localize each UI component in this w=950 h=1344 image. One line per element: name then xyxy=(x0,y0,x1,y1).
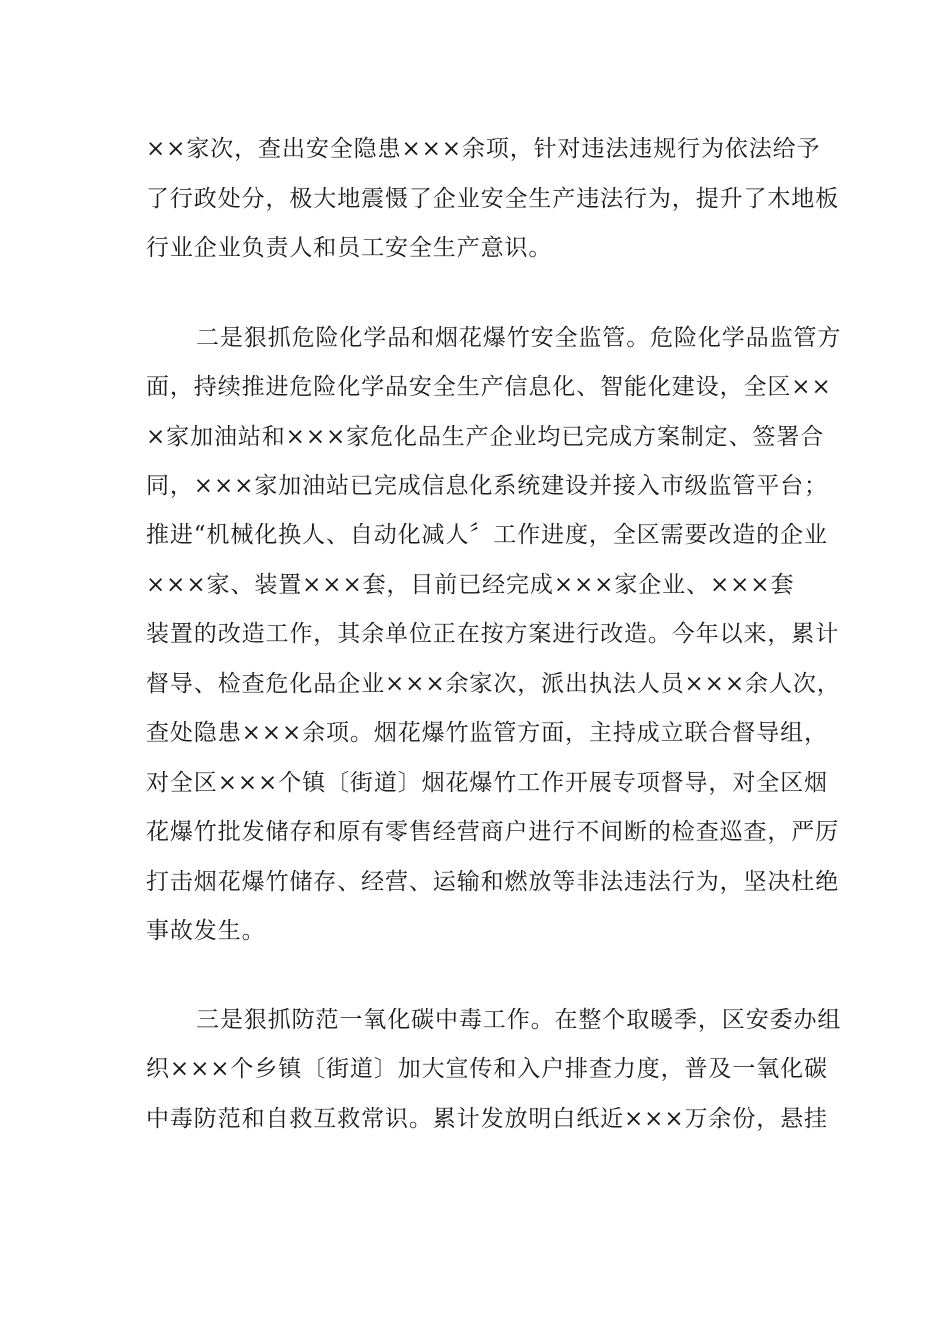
paragraph-2-line-1: 二是狠抓危险化学品和烟花爆竹安全监管。危险化学品监管方 xyxy=(196,325,842,351)
paragraph-3-line-3: 中毒防范和自救互救常识。累计发放明白纸近×××万余份，悬挂 xyxy=(146,1106,828,1132)
paragraph-1-line-1: ××家次，查出安全隐患×××余项，针对违法违规行为依法给予 xyxy=(146,136,821,162)
paragraph-3-line-2: 织×××个乡镇〔街道〕加大宣传和入户排查力度，普及一氧化碳 xyxy=(146,1056,828,1082)
paragraph-2-line-7: 装置的改造工作，其余单位正在按方案进行改造。今年以来，累计 xyxy=(146,621,840,647)
paragraph-3-line-1: 三是狠抓防范一氧化碳中毒工作。在整个取暖季，区安委办组 xyxy=(196,1007,842,1033)
paragraph-2-line-3: ×家加油站和×××家危化品生产企业均已完成方案制定、签署合 xyxy=(146,424,825,450)
paragraph-1-line-2: 了行政处分，极大地震慑了企业安全生产违法行为，提升了木地板 xyxy=(146,186,840,212)
paragraph-2-line-4: 同，×××家加油站已完成信息化系统建设并接入市级监管平台； xyxy=(146,473,828,499)
paragraph-2-line-12: 打击烟花爆竹储存、经营、运输和燃放等非法违法行为，坚决杜绝 xyxy=(146,869,840,895)
paragraph-2-line-5: 推进“机械化换人、自动化减人〞工作进度，全区需要改造的企业 xyxy=(146,522,828,548)
paragraph-1-line-3: 行业企业负责人和员工安全生产意识。 xyxy=(146,235,553,261)
paragraph-2-line-13: 事故发生。 xyxy=(146,918,266,944)
paragraph-2-line-2: 面，持续推进危险化学品安全生产信息化、智能化建设，全区×× xyxy=(146,374,832,400)
paragraph-2-line-8: 督导、检查危化品企业×××余家次，派出执法人员×××余人次， xyxy=(146,671,841,697)
paragraph-2-line-10: 对全区×××个镇〔街道〕烟花爆竹工作开展专项督导，对全区烟 xyxy=(146,770,828,796)
paragraph-2-line-11: 花爆竹批发储存和原有零售经营商户进行不间断的检查巡查，严厉 xyxy=(146,819,840,845)
paragraph-2-line-9: 查处隐患×××余项。烟花爆竹监管方面，主持成立联合督导组， xyxy=(146,720,828,746)
paragraph-2-line-6: ×××家、装置×××套，目前已经完成×××家企业、×××套 xyxy=(146,572,795,598)
